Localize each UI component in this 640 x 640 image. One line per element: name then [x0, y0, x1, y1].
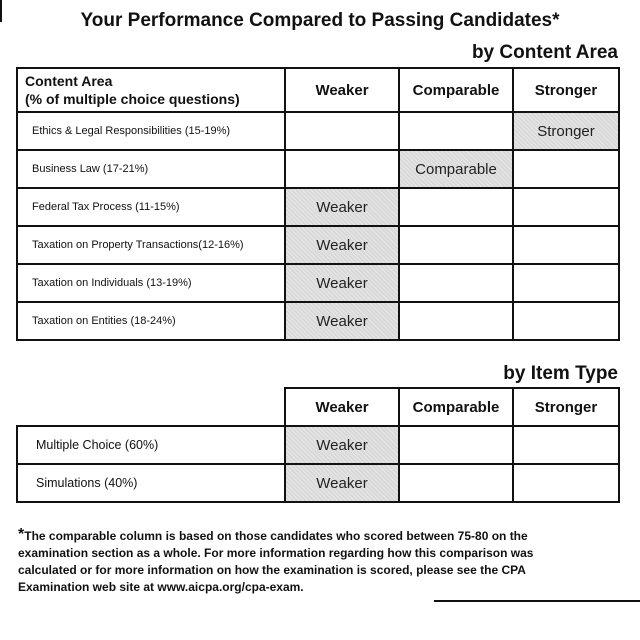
empty-cell	[399, 426, 513, 464]
content-area-header-row	[17, 68, 619, 112]
row-label: Simulations (40%)	[17, 464, 285, 502]
row-label: Multiple Choice (60%)	[17, 426, 285, 464]
empty-cell	[513, 188, 619, 226]
content-area-header-line2: (% of multiple choice questions)	[25, 91, 240, 107]
empty-cell	[399, 302, 513, 340]
empty-cell	[513, 426, 619, 464]
result-row	[17, 464, 619, 502]
footnote	[18, 528, 578, 596]
result-cell-weaker: Weaker	[285, 188, 399, 226]
result-row	[17, 150, 619, 188]
footnote-text: The comparable column is based on those candidates who scored between 75-80 on the examination section as a whole. For more information regarding how this comparison was calculated or for more information on how the examination is scored, please see the CPA Examination web site at www.aicpa.org/cpa-exam.	[18, 529, 534, 594]
result-cell-weaker: Weaker	[285, 264, 399, 302]
content-area-column-header	[17, 68, 285, 112]
empty-cell	[513, 302, 619, 340]
empty-cell	[399, 112, 513, 150]
result-row	[17, 226, 619, 264]
empty-cell	[285, 150, 399, 188]
item-type-header-row	[17, 388, 619, 426]
stronger-column-header: Stronger	[513, 388, 619, 426]
empty-cell	[399, 226, 513, 264]
result-row	[17, 264, 619, 302]
bottom-divider	[434, 600, 640, 602]
content-area-heading: by Content Area	[471, 42, 618, 63]
result-cell-weaker: Weaker	[285, 464, 399, 502]
result-cell-weaker: Weaker	[285, 426, 399, 464]
stronger-column-header: Stronger	[513, 68, 619, 112]
content-area-header-line1: Content Area	[25, 73, 113, 89]
row-label: Ethics & Legal Responsibilities (15-19%)	[17, 112, 285, 150]
row-label: Taxation on Property Transactions(12-16%)	[17, 226, 285, 264]
comparable-column-header: Comparable	[399, 388, 513, 426]
row-label: Taxation on Individuals (13-19%)	[17, 264, 285, 302]
empty-cell	[285, 112, 399, 150]
empty-cell	[513, 264, 619, 302]
row-label: Federal Tax Process (11-15%)	[17, 188, 285, 226]
empty-cell	[513, 464, 619, 502]
page-title: Your Performance Compared to Passing Candidates*	[80, 10, 560, 31]
item-type-table	[16, 387, 620, 503]
result-cell-comparable: Comparable	[399, 150, 513, 188]
empty-cell	[399, 264, 513, 302]
row-label: Taxation on Entities (18-24%)	[17, 302, 285, 340]
empty-cell	[513, 150, 619, 188]
result-row	[17, 426, 619, 464]
comparable-column-header: Comparable	[399, 68, 513, 112]
empty-cell	[399, 188, 513, 226]
result-row	[17, 188, 619, 226]
empty-cell	[513, 226, 619, 264]
weaker-column-header: Weaker	[285, 68, 399, 112]
result-cell-stronger: Stronger	[513, 112, 619, 150]
empty-cell	[399, 464, 513, 502]
row-label: Business Law (17-21%)	[17, 150, 285, 188]
result-cell-weaker: Weaker	[285, 226, 399, 264]
weaker-column-header: Weaker	[285, 388, 399, 426]
item-type-heading: by Item Type	[503, 363, 618, 384]
item-type-header-spacer	[17, 388, 285, 426]
result-cell-weaker: Weaker	[285, 302, 399, 340]
footnote-marker: *	[18, 526, 25, 543]
result-row	[17, 302, 619, 340]
result-row	[17, 112, 619, 150]
content-area-table	[16, 67, 620, 341]
